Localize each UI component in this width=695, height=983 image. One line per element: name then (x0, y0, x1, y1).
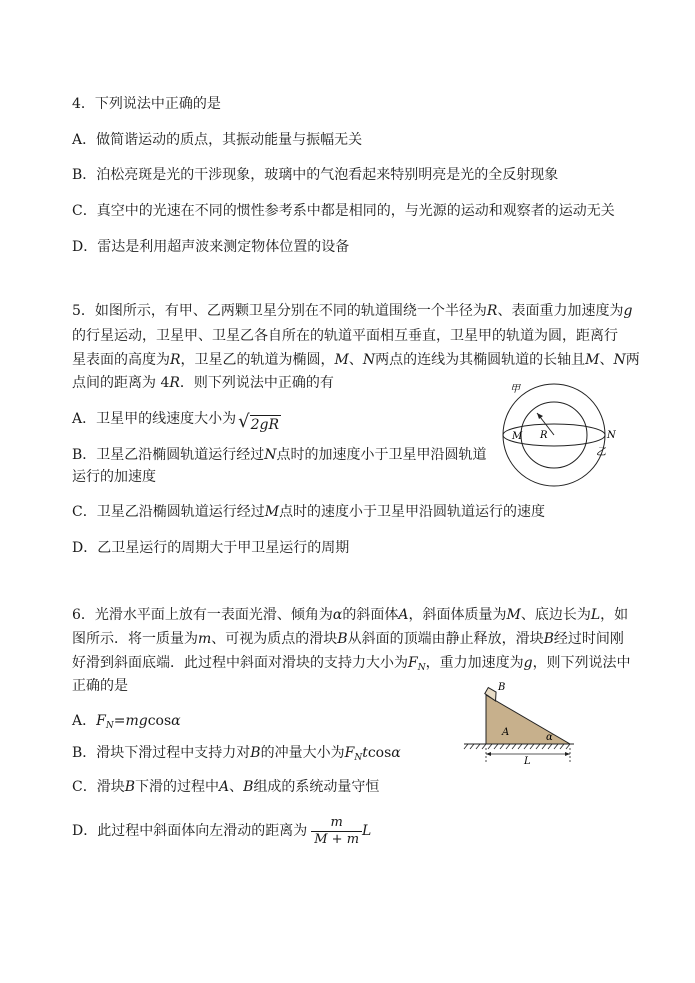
q5-option-d: D．乙卫星运行的周期大于甲卫星运行的周期 (72, 540, 350, 556)
q5-stem-line2: 的行星运动，卫星甲、卫星乙各自所在的轨道平面相互垂直，卫星甲的轨道为圆，距离行 (72, 328, 618, 344)
label-M: M (512, 431, 523, 442)
q6-option-c: C．滑块B下滑的过程中A、B组成的系统动量守恒 (72, 779, 380, 795)
dim-arrow-left (486, 752, 491, 756)
q5-orbit-figure (492, 378, 632, 488)
ground-hatching (464, 744, 570, 749)
q5-option-c: C．卫星乙沿椭圆轨道运行经过M点时的速度小于卫星甲沿圆轨道运行的速度 (72, 504, 546, 520)
radius-arrowhead (537, 413, 543, 419)
q5-option-a: A．卫星甲的线速度大小为 √2gR (72, 411, 280, 433)
q6-stem-line1: 6．光滑水平面上放有一表面光滑、倾角为α的斜面体A，斜面体质量为M、底边长为L，如 (72, 607, 629, 623)
q5-stem-line1: 5．如图所示，有甲、乙两颗卫星分别在不同的轨道围绕一个半径为R、表面重力加速度为g (72, 303, 633, 319)
q6-option-b: B．滑块下滑过程中支持力对B的冲量大小为$F_Ntcos\alpha$ (72, 745, 401, 763)
label-B: B (498, 682, 506, 693)
label-jia: 甲 (510, 384, 520, 395)
q5-option-b-line1: B．卫星乙沿椭圆轨道运行经过N点时的加速度小于卫星甲沿圆轨道 (72, 447, 487, 463)
q6-stem-line3: 好滑到斜面底端．此过程中斜面对滑块的支持力大小为$F_N$，重力加速度为g，则下列说法中 (72, 655, 631, 673)
q4-stem: 4．下列说法中正确的是 (72, 96, 221, 112)
incline-body (486, 695, 570, 744)
label-L: L (524, 756, 531, 767)
q4-option-a: A．做简谐运动的质点，其振动能量与振幅无关 (72, 132, 363, 148)
q6-incline-figure (462, 678, 587, 768)
dim-arrow-right (565, 752, 570, 756)
q5-stem-line3: 星表面的高度为R，卫星乙的轨道为椭圆，M、N两点的连线为其椭圆轨道的长轴且M、N两 (72, 352, 640, 368)
q6-stem-line2: 图所示．将一质量为m、可视为质点的滑块B从斜面的顶端由静止释放，滑块B经过时间刚 (72, 631, 624, 647)
label-N: N (607, 430, 616, 441)
label-alpha: α (546, 732, 553, 743)
label-R: R (540, 430, 548, 441)
q6-option-d: D．此过程中斜面体向左滑动的距离为 $\frac{m}{M + m}$ L (72, 814, 372, 847)
label-A: A (502, 727, 510, 738)
q4-option-d: D．雷达是利用超声波来测定物体位置的设备 (72, 239, 350, 255)
label-yi: 乙 (596, 447, 606, 458)
q6-stem-line4: 正确的是 (72, 678, 128, 694)
q4-option-b: B．泊松亮斑是光的干涉现象，玻璃中的气泡看起来特别明亮是光的全反射现象 (72, 167, 559, 183)
q4-option-c: C．真空中的光速在不同的惯性参考系中都是相同的，与光源的运动和观察者的运动无关 (72, 203, 615, 219)
q6-option-a: A．$F_N=mgcos\alpha$ (72, 713, 181, 731)
q5-stem-line4: 点间的距离为 4R．则下列说法中正确的有 (72, 375, 334, 391)
q5-option-b-line2: 运行的加速度 (72, 469, 156, 485)
distance-fraction: $\frac{m}{M + m}$ (311, 815, 362, 848)
